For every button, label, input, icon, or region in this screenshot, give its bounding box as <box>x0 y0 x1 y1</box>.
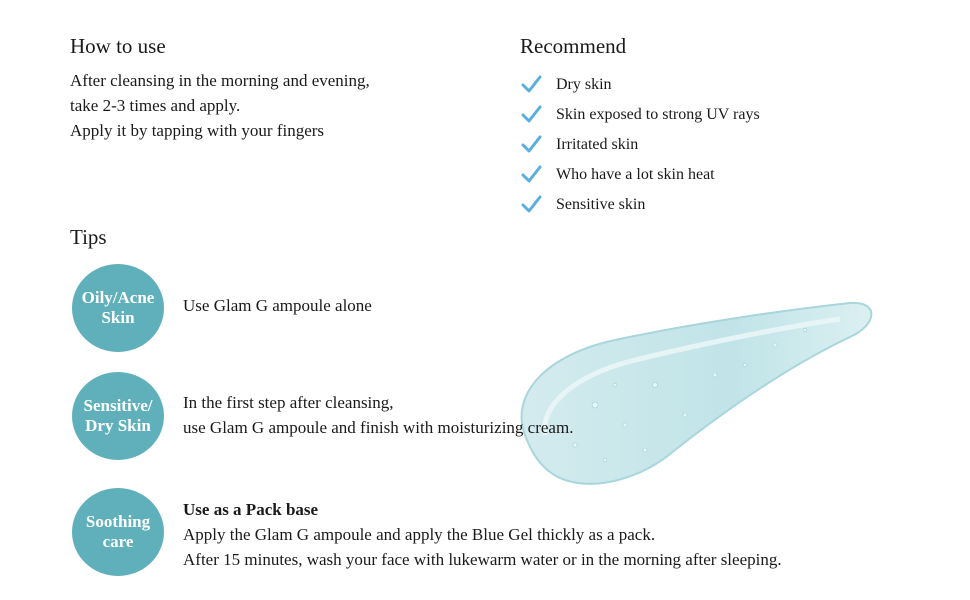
tip-badge-line: Oily/Acne <box>81 288 155 307</box>
recommend-item <box>520 160 760 190</box>
checkmark-icon <box>520 74 542 96</box>
tip-text-soothing-care <box>183 497 782 572</box>
tip-line: After 15 minutes, wash your face with lukewarm water or in the morning after sleeping. <box>183 550 782 569</box>
tip-badge-sensitive-dry <box>72 372 164 460</box>
checkmark-icon <box>520 104 542 126</box>
recommend-item <box>520 190 760 220</box>
checkmark-icon <box>520 134 542 156</box>
recommend-item-label: Who have a lot skin heat <box>556 166 715 183</box>
recommend-item <box>520 70 760 100</box>
recommend-list <box>520 70 760 220</box>
tips-title: Tips <box>70 225 107 249</box>
tip-line: Apply the Glam G ampoule and apply the Blue Gel thickly as a pack. <box>183 525 656 544</box>
recommend-item <box>520 130 760 160</box>
tip-badge-soothing-care <box>72 488 164 576</box>
how-to-use-text <box>70 68 370 143</box>
recommend-title: Recommend <box>520 34 627 58</box>
checkmark-icon <box>520 164 542 186</box>
tip-line: use Glam G ampoule and finish with moisturizing cream. <box>183 418 574 437</box>
tip-badge-line: Skin <box>101 308 135 327</box>
recommend-item-label: Dry skin <box>556 76 612 93</box>
tip-badge-line: care <box>102 532 134 551</box>
how-to-use-title: How to use <box>70 34 166 58</box>
how-to-use-line: Apply it by tapping with your fingers <box>70 121 325 140</box>
recommend-item-label: Irritated skin <box>556 136 639 153</box>
tip-text-oily-acne <box>183 293 372 318</box>
how-to-use-line: After cleansing in the morning and evening, <box>70 71 370 90</box>
how-to-use-line: take 2-3 times and apply. <box>70 96 241 115</box>
tip-line: Use Glam G ampoule alone <box>183 296 372 315</box>
recommend-item-label: Skin exposed to strong UV rays <box>556 106 760 123</box>
tip-subheading: Use as a Pack base <box>183 500 319 519</box>
tip-text-sensitive-dry <box>183 390 573 440</box>
tip-badge-line: Sensitive/ <box>83 396 153 415</box>
tip-badge-line: Soothing <box>85 512 151 531</box>
tip-badge-line: Dry Skin <box>85 416 151 435</box>
tip-line: In the first step after cleansing, <box>183 393 394 412</box>
recommend-item <box>520 100 760 130</box>
tip-badge-oily-acne <box>72 264 164 352</box>
checkmark-icon <box>520 194 542 216</box>
recommend-item-label: Sensitive skin <box>556 196 646 213</box>
